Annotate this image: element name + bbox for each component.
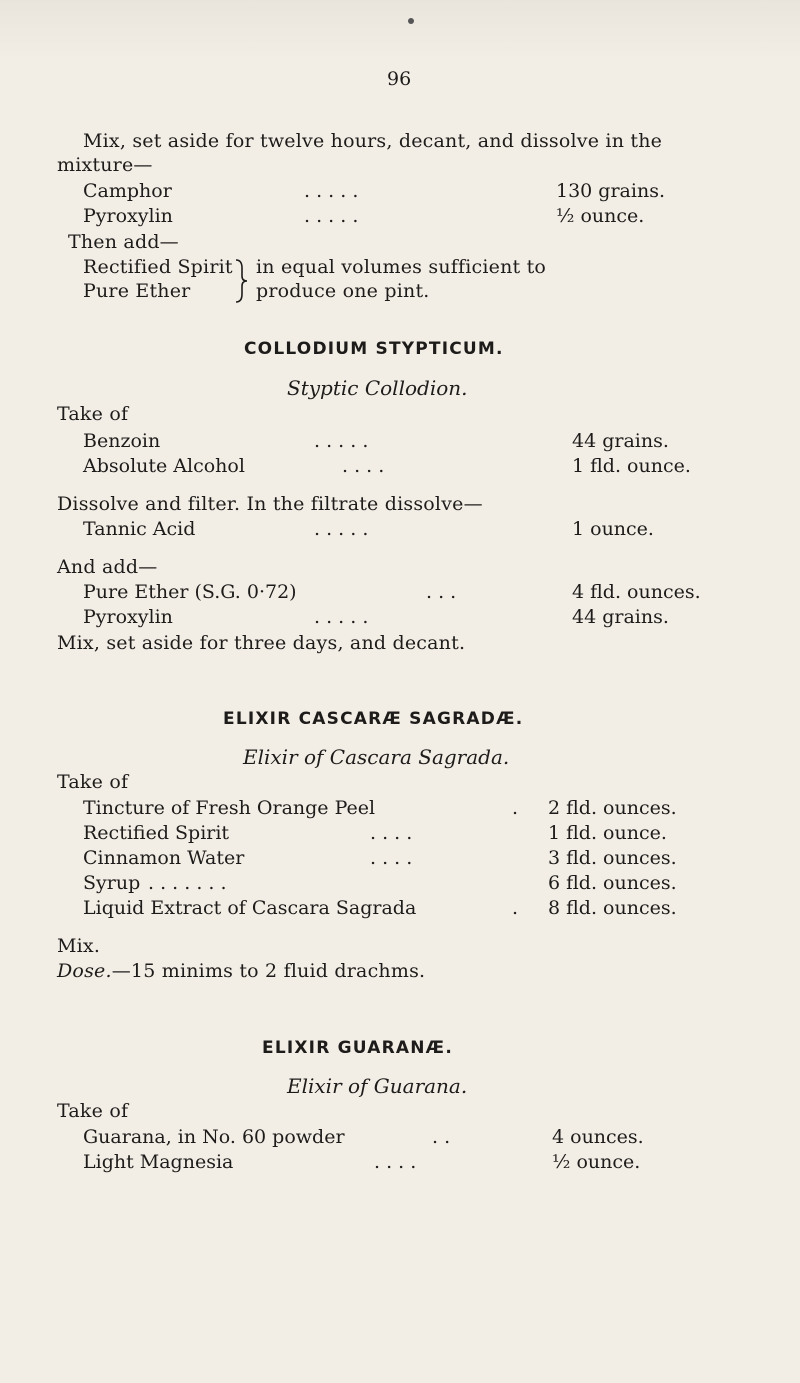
ingredient-qty: 6 fld. ounces. [548,872,677,894]
leader-dots: . . . . . . . [148,872,227,894]
brace-item-2: Pure Ether [83,280,191,302]
page-top-shade [0,0,800,60]
leader-dots: . . . [426,581,457,603]
section-heading-cascara: ELIXIR CASCARÆ SAGRADÆ. [223,709,524,729]
ink-mark [408,18,414,24]
intro-line-2: mixture— [57,154,153,176]
then-add: Then add— [68,231,179,253]
leader-dots: . . . . [342,455,385,477]
brace-text-1: in equal volumes sufficient to [256,256,547,278]
section-heading-guarana: ELIXIR GUARANÆ. [262,1038,453,1058]
ingredient-name: Benzoin [83,430,161,452]
leader-dots: . . . . [374,1151,417,1173]
leader-dots: . [512,897,519,919]
ingredient-qty: 1 ounce. [572,518,654,540]
leader-dots: . . . . . [314,518,369,540]
ingredient-name: Camphor [83,180,172,202]
ingredient-qty: ½ ounce. [552,1151,641,1173]
ingredient-qty: 44 grains. [572,606,669,628]
section-subheading-collodium: Styptic Collodion. [287,376,468,400]
ingredient-qty: 3 fld. ounces. [548,847,677,869]
ingredient-name: Absolute Alcohol [83,455,245,477]
dose-text: —15 minims to 2 fluid drachms. [111,960,426,982]
take-of: Take of [57,771,129,793]
ingredient-name: Tincture of Fresh Orange Peel [83,797,376,819]
ingredient-row [0,606,800,632]
leader-dots: . . . . . [304,205,359,227]
leader-dots: . . . . [370,822,413,844]
ingredient-name: Syrup [83,872,141,894]
ingredient-row [0,872,800,898]
ingredient-row [0,430,800,456]
ingredient-qty: 44 grains. [572,430,669,452]
ingredient-qty: 1 fld. ounce. [572,455,691,477]
leader-dots: . . [432,1126,451,1148]
dissolve-text: Dissolve and filter. In the filtrate dissolve— [57,493,483,515]
and-add: And add— [57,556,158,578]
leader-dots: . . . . . [304,180,359,202]
leader-dots: . . . . . [314,606,369,628]
ingredient-row [0,455,800,481]
ingredient-qty: 4 ounces. [552,1126,644,1148]
dose-line [57,960,425,982]
ingredient-qty: 8 fld. ounces. [548,897,677,919]
brace-item-1: Rectified Spirit [83,256,233,278]
ingredient-name: Liquid Extract of Cascara Sagrada [83,897,417,919]
brace-text-2: produce one pint. [256,280,430,302]
ingredient-qty: 4 fld. ounces. [572,581,701,603]
leader-dots: . [512,797,519,819]
ingredient-row [0,180,800,206]
take-of: Take of [57,403,129,425]
ingredient-row [0,518,800,544]
ingredient-name: Pyroxylin [83,606,173,628]
ingredient-name: Pure Ether (S.G. 0·72) [83,581,297,603]
ingredient-name: Rectified Spirit [83,822,230,844]
section-subheading-cascara: Elixir of Cascara Sagrada. [243,745,510,769]
ingredient-row [0,897,800,923]
ingredient-name: Pyroxylin [83,205,173,227]
leader-dots: . . . . [370,847,413,869]
ingredient-qty: 130 grains. [556,180,665,202]
intro-line-1: Mix, set aside for twelve hours, decant, and dissolve in the [83,130,663,152]
ingredient-row [0,205,800,231]
ingredient-qty: ½ ounce. [556,205,645,227]
ingredient-name: Tannic Acid [83,518,196,540]
mix-instruction: Mix. [57,935,101,957]
ingredient-name: Light Magnesia [83,1151,234,1173]
page-number: 96 [387,68,412,90]
take-of: Take of [57,1100,129,1122]
dose-label: Dose. [57,960,112,982]
brace-symbol [233,258,251,304]
ingredient-row [0,797,800,823]
ingredient-name: Guarana, in No. 60 powder [83,1126,345,1148]
section-subheading-guarana: Elixir of Guarana. [287,1074,468,1098]
leader-dots: . . . . . [314,430,369,452]
ingredient-row [0,847,800,873]
mix-instruction: Mix, set aside for three days, and decant. [57,632,466,654]
ingredient-row [0,581,800,607]
ingredient-row [0,1126,800,1152]
ingredient-qty: 1 fld. ounce. [548,822,667,844]
ingredient-row [0,822,800,848]
section-heading-collodium: COLLODIUM STYPTICUM. [244,339,504,359]
ingredient-row [0,1151,800,1177]
ingredient-name: Cinnamon Water [83,847,245,869]
ingredient-qty: 2 fld. ounces. [548,797,677,819]
